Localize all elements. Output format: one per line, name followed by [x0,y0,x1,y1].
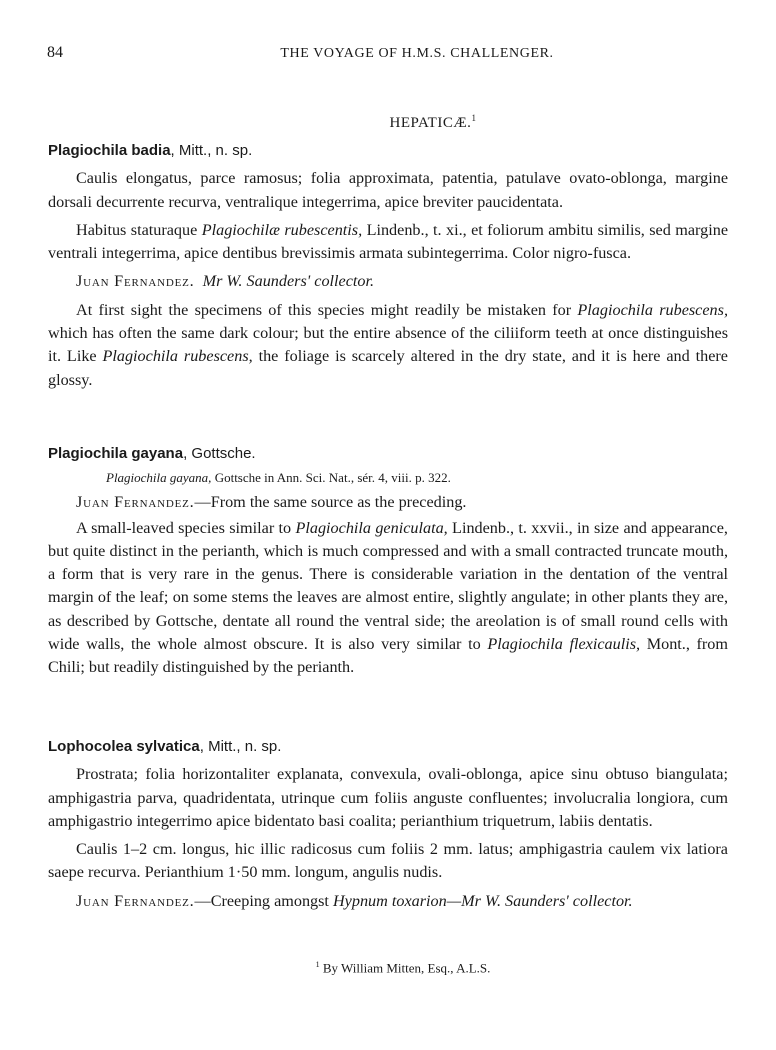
species-authority: , Gottsche. [183,445,256,462]
note-text-1: A small-leaved species similar to [76,518,296,537]
section-title [0,113,776,132]
species-heading [48,139,728,162]
habitus-text-2: Lindenb., t. xi., et foliorum ambitu similis, sed margine ventrali integerrima, apice dentibus brevissimis armata subintegerrima. Color nigro-fusca. [48,220,728,263]
species-description: Caulis elongatus, parce ramosus; folia approximata, patentia, patulave ovato-oblonga, margine dorsali decurrente recurva, ventralique integerrima, apice breviter paucidentata. [48,169,728,211]
species-note [48,299,728,392]
locality-note: —Creeping amongst [194,891,333,910]
species-locality [48,270,728,293]
species-entry-plagiochila-badia [48,139,728,392]
species-name: Lophocolea sylvatica [48,738,200,755]
note-text-2: Lindenb., t. xxvii., in size and appearance, but quite distinct in the perianth, which is much compressed and with a small contracted truncate mouth, a form that is very rare in the genus. There is considerable variation in the dentation of the ventral margin of the leaf; on some stems the leaves are almost entire, slightly angulate; in other plants they are, as described by Gottsche, dentate all round the ventral side; the areolation is of small round cells with wide walls, the whole almost obscure. It is also very similar to [48,518,728,654]
species-name: Plagiochila badia [48,142,171,159]
locality-note: —From the same source as the preceding. [194,493,467,512]
citation-name: Plagiochila gayana, [106,470,212,486]
running-head: THE VOYAGE OF H.M.S. CHALLENGER. [280,46,554,61]
species-name: Plagiochila gayana [48,445,184,462]
species-measurements: Caulis 1–2 cm. longus, hic illic radicosus cum foliis 2 mm. latus; amphigastria caulem vix latiora saepe recurva. Perianthium 1·50 mm. longum, angulis nudis. [48,840,728,882]
note-text-2: which has often the same dark colour; but the entire absence of the ciliiform teeth at once distinguishes it. Like [48,324,728,366]
species-habitus [48,219,728,266]
footnote-text: By William Mitten, Esq., A.L.S. [322,960,491,976]
species-heading [48,442,728,465]
footnote-mark: 1 [315,960,320,969]
species-description: Prostrata; folia horizontaliter explanata, convexula, ovali-oblonga, apice sinu obtuso biangulata; amphigastria parva, quadridentata, utrinque cum foliis anguste confluentes; involucralia longiora, cum amphigastrio integerrimo apice bidentato basi coalita; perianthium triquetrum, labiis dentatis. [48,765,728,830]
note-ref-2: Plagiochila rubescens, [102,347,253,366]
species-authority: , Mitt., n. sp. [199,738,282,755]
locality-name: Juan Fernandez. [76,891,195,910]
note-ref-1: Plagiochila rubescens, [577,300,728,319]
habitus-ref: Plagiochilæ rubescentis, [201,220,363,239]
species-locality [48,491,728,514]
species-entry-lophocolea-sylvatica [48,735,728,913]
note-text-3: the foliage is scarcely altered in the dry state, and it is here and there glossy. [48,347,728,389]
citation-source: Gottsche in Ann. Sci. Nat., sér. 4, viii. p. 322. [211,470,451,486]
species-note [48,517,728,680]
footnote [0,960,776,976]
species-entry-plagiochila-gayana [48,442,728,680]
section-title-text: HEPATICÆ. [389,115,472,131]
page-number: 84 [47,44,63,61]
note-text-3: Mont., from Chili; but readily distinguished by the perianth. [48,635,728,677]
note-ref-2: Plagiochila flexicaulis, [487,635,641,654]
note-text-1: At first sight the specimens of this species might readily be mistaken for [76,300,578,319]
host-name: Hypnum toxarion [332,891,447,910]
locality-name: Juan Fernandez. [76,493,195,512]
footnote-marker: 1 [471,113,477,123]
species-locality [48,890,728,913]
species-citation [48,469,728,487]
collector-name: Mr W. Saunders' collector. [202,272,375,291]
collector-name: —Mr W. Saunders' collector. [446,891,633,910]
note-ref-1: Plagiochila geniculata, [295,518,448,537]
species-authority: , Mitt., n. sp. [170,142,253,159]
locality-name: Juan Fernandez. [76,272,195,291]
habitus-text-1: Habitus staturaque [76,220,202,239]
species-heading [48,735,728,758]
